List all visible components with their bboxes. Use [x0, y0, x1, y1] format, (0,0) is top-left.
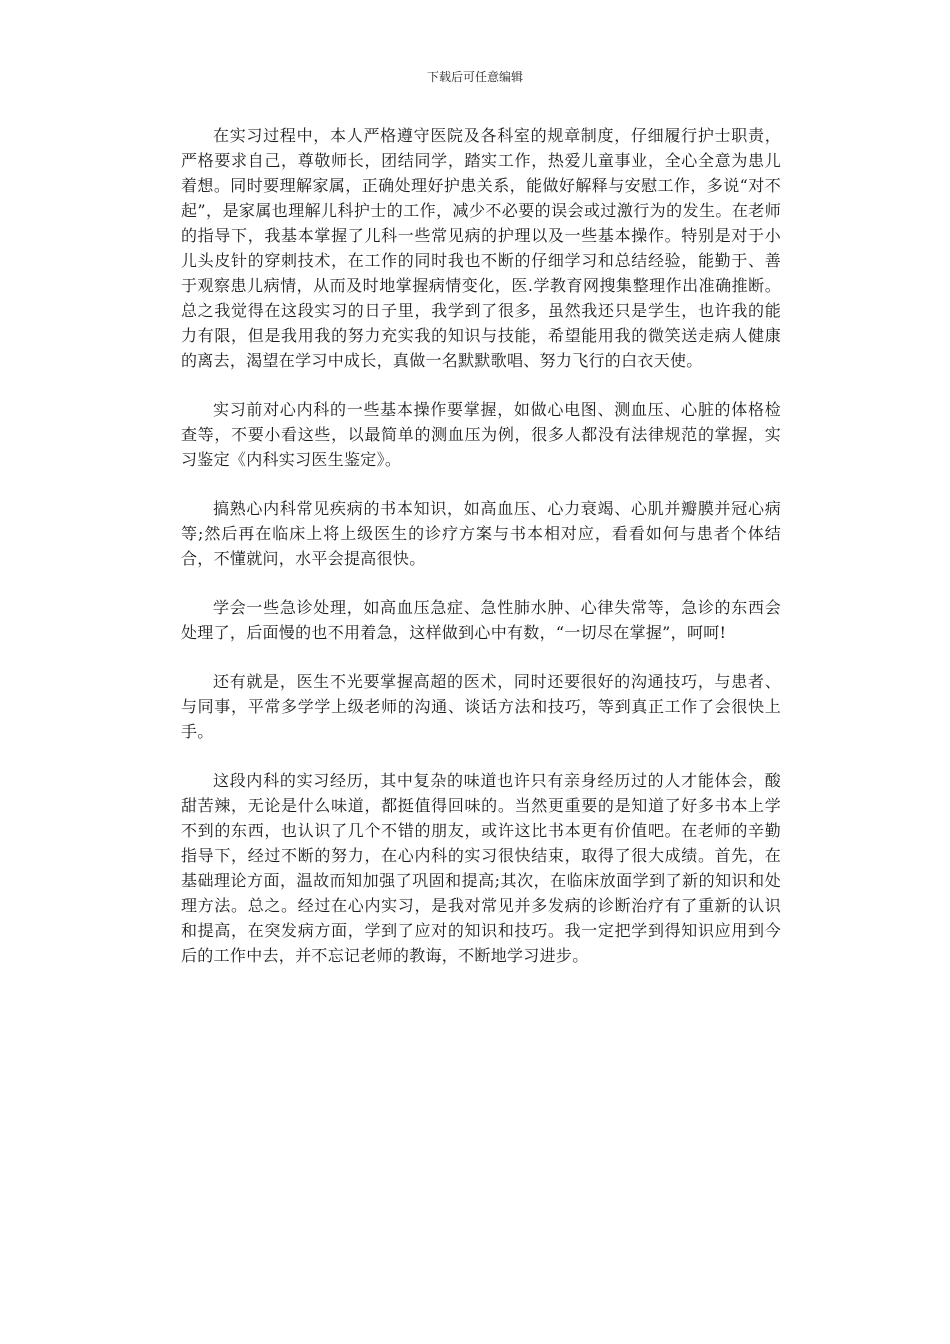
page-header: 下载后可任意编辑 — [426, 70, 523, 84]
paragraph-basic-operations: 实习前对心内科的一些基本操作要掌握，如做心电图、测血压、心脏的体格检查等，不要小看这些，以最简单的测血压为例，很多人都没有法律规范的掌握，实习鉴定《内科实习医生鉴定》。 — [181, 400, 781, 469]
paragraph-emergency-handling: 学会一些急诊处理，如高血压急症、急性肺水肿、心律失常等，急诊的东西会处理了，后面慢的也不用着急，这样做到心中有数，“一切尽在掌握”，呵呵! — [181, 598, 781, 642]
paragraph-book-knowledge: 搞熟心内科常见疾病的书本知识，如高血压、心力衰竭、心肌并瓣膜并冠心病等;然后再在临床上将上级医生的诊疗方案与书本相对应，看看如何与患者个体结合，不懂就问，水平会提高很快。 — [181, 499, 781, 568]
document-body — [181, 123, 781, 992]
paragraph-communication-skills: 还有就是，医生不光要掌握高超的医术，同时还要很好的沟通技巧，与患者、与同事，平常多学学上级老师的沟通、谈话方法和技巧，等到真正工作了会很快上手。 — [181, 672, 781, 741]
paragraph-pediatrics-internship: 在实习过程中，本人严格遵守医院及各科室的规章制度，仔细履行护士职责，严格要求自己，尊敬师长，团结同学，踏实工作，热爱儿童事业，全心全意为患儿着想。同时要理解家属，正确处理好护患关系，能做好解释与安慰工作，多说“对不起”，是家属也理解儿科护士的工作，减少不必要的误会或过激行为的发生。在老师的指导下，我基本掌握了儿科一些常见病的护理以及一些基本操作。特别是对于小儿头皮针的穿刺技术，在工作的同时我也不断的仔细学习和总结经验，能勤于、善于观察患儿病情，从而及时地掌握病情变化，医.学教育网搜集整理作出准确推断。总之我觉得在这段实习的日子里，我学到了很多，虽然我还只是学生，也许我的能力有限，但是我用我的努力充实我的知识与技能，希望能用我的微笑送走病人健康的离去，渴望在学习中成长，真做一名默默歌唱、努力飞行的白衣天使。 — [181, 126, 781, 370]
paragraph-internship-summary: 这段内科的实习经历，其中复杂的味道也许只有亲身经历过的人才能体会，酸甜苦辣，无论是什么味道，都挺值得回味的。当然更重要的是知道了好多书本上学不到的东西，也认识了几个不错的朋友，或许这比书本更有价值吧。在老师的辛勤指导下，经过不断的努力，在心内科的实习很快结束，取得了很大成绩。首先，在基础理论方面，温故而知加强了巩固和提高;其次，在临床放面学到了新的知识和处理方法。总之。经过在心内实习，是我对常见并多发病的诊断治疗有了重新的认识和提高，在突发病方面，学到了应对的知识和技巧。我一定把学到得知识应用到今后的工作中去，并不忘记老师的教诲，不断地学习进步。 — [181, 771, 781, 965]
